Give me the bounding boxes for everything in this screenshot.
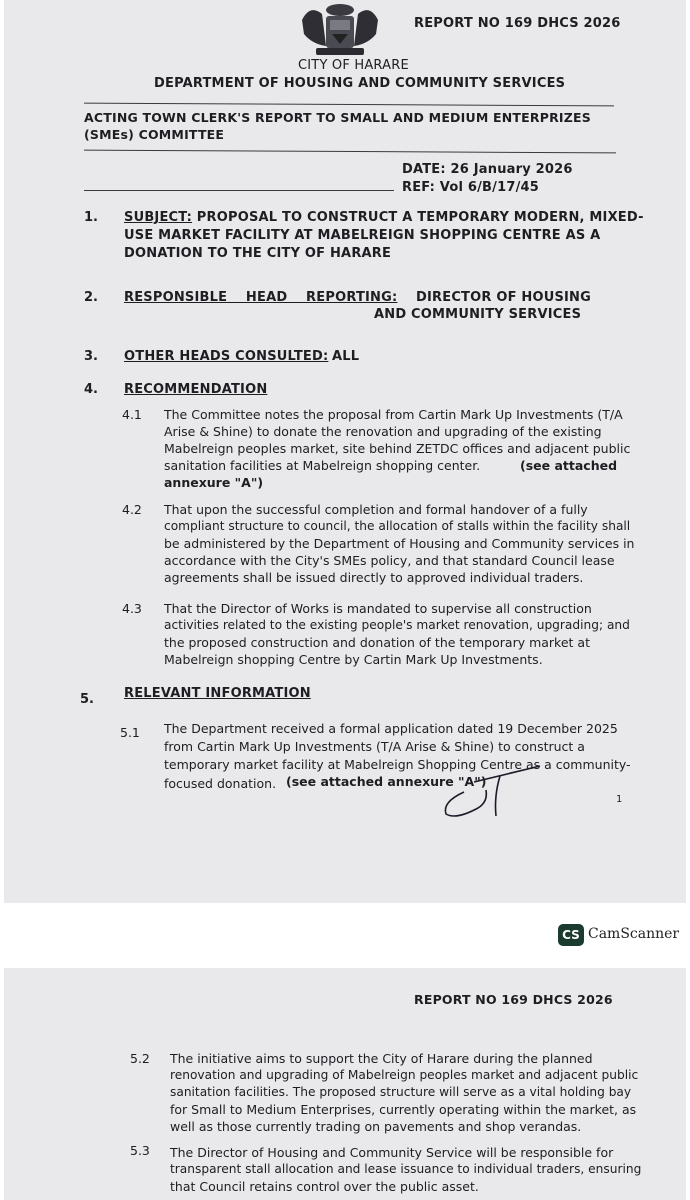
report-number: REPORT NO 169 DHCS 2026 xyxy=(414,992,613,1007)
paragraph-4-2-line: compliant structure to council, the allocation of stalls within the facility shall xyxy=(164,519,631,533)
handwritten-signature xyxy=(434,762,544,822)
scanned-page-1 xyxy=(4,0,686,903)
paragraph-4-2-line: agreements shall be issued directly to approved individual traders. xyxy=(164,570,584,585)
relevant-information-heading: RELEVANT INFORMATION xyxy=(124,686,311,701)
paragraph-5-1-line: focused donation. xyxy=(164,776,277,791)
other-heads-label: OTHER HEADS CONSULTED: xyxy=(124,349,329,364)
report-title-line-1: ACTING TOWN CLERK'S REPORT TO SMALL AND MEDIUM ENTERPRIZES xyxy=(84,110,591,125)
header-rule-top xyxy=(84,103,614,107)
subject-line-3: DONATION TO THE CITY OF HARARE xyxy=(124,246,392,261)
paragraph-5-1-annexure-ref: (see attached annexure "A") xyxy=(286,774,487,789)
paragraph-5-3-number: 5.3 xyxy=(130,1143,150,1158)
paragraph-4-3-number: 4.3 xyxy=(122,601,142,616)
city-name: CITY OF HARARE xyxy=(298,58,409,73)
section-1-subject xyxy=(124,210,644,225)
paragraph-4-1-annexure-ref: (see attached xyxy=(520,458,618,473)
section-3-number: 3. xyxy=(84,349,98,364)
paragraph-5-3-line: The Director of Housing and Community Service will be responsible for xyxy=(170,1145,614,1160)
paragraph-5-1-number: 5.1 xyxy=(120,725,140,740)
paragraph-4-1-line: Arise & Shine) to donate the renovation and upgrading of the existing xyxy=(164,424,602,439)
subject-label: SUBJECT: xyxy=(124,210,193,225)
responsible-head-line-2: AND COMMUNITY SERVICES xyxy=(374,307,582,322)
responsible-head-label: RESPONSIBLE HEAD REPORTING: xyxy=(124,290,398,305)
paragraph-4-2-line: That upon the successful completion and formal handover of a fully xyxy=(164,502,588,517)
coat-of-arms-emblem xyxy=(292,0,388,58)
paragraph-5-2-number: 5.2 xyxy=(130,1051,150,1066)
section-4-number: 4. xyxy=(84,382,98,397)
paragraph-5-1-line: The Department received a formal application dated 19 December 2025 xyxy=(164,721,618,736)
paragraph-4-3-line: the proposed construction and donation of the temporary market at xyxy=(164,635,590,650)
paragraph-5-3-line: transparent stall allocation and lease issuance to individual traders, ensuring xyxy=(170,1162,642,1176)
other-heads-value: ALL xyxy=(332,349,360,364)
header-rule-middle xyxy=(84,150,616,154)
report-date: DATE: 26 January 2026 xyxy=(402,162,573,177)
section-2-number: 2. xyxy=(84,290,98,305)
paragraph-4-3-line: Mabelreign shopping Centre by Cartin Mark Up Investments. xyxy=(164,652,543,667)
paragraph-5-2-line: well as those currently trading on pavements and shop verandas. xyxy=(170,1119,582,1134)
recommendation-heading: RECOMMENDATION xyxy=(124,382,268,397)
paragraph-4-1-line: sanitation facilities at Mabelreign shopping center. xyxy=(164,458,481,473)
subject-line-2: USE MARKET FACILITY AT MABELREIGN SHOPPING CENTRE AS A xyxy=(124,228,601,243)
paragraph-4-2-number: 4.2 xyxy=(122,502,142,517)
paragraph-4-1-number: 4.1 xyxy=(122,407,142,422)
paragraph-4-3-line: That the Director of Works is mandated to supervise all construction xyxy=(164,601,592,616)
page-number: 1 xyxy=(616,794,623,805)
paragraph-4-1-line: The Committee notes the proposal from Cartin Mark Up Investments (T/A xyxy=(164,407,623,422)
paragraph-5-2-line: for Small to Medium Enterprises, currently operating within the market, as xyxy=(170,1102,637,1117)
paragraph-4-3-line: activities related to the existing people's market renovation, upgrading; and xyxy=(164,618,630,632)
section-1-number: 1. xyxy=(84,210,98,225)
paragraph-5-1-line: from Cartin Mark Up Investments (T/A Arise & Shine) to construct a xyxy=(164,739,585,754)
responsible-head-line-1: DIRECTOR OF HOUSING xyxy=(416,290,592,305)
camscanner-logo-icon: CS xyxy=(558,924,584,946)
paragraph-5-2-line: The initiative aims to support the City of Harare during the planned xyxy=(170,1051,593,1066)
paragraph-4-2-line: accordance with the City's SMEs policy, and that standard Council lease xyxy=(164,553,615,568)
report-reference: REF: Vol 6/B/17/45 xyxy=(402,180,540,195)
paragraph-4-1-annexure-ref: annexure "A") xyxy=(164,475,264,490)
section-5-number: 5. xyxy=(80,692,94,707)
scanned-page-2 xyxy=(4,968,686,1200)
paragraph-5-2-line: renovation and upgrading of Mabelreign peoples market and adjacent public xyxy=(170,1068,639,1082)
header-rule-bottom xyxy=(84,190,394,191)
camscanner-footer-bar xyxy=(0,903,690,968)
paragraph-4-2-line: be administered by the Department of Housing and Community services in xyxy=(164,536,635,551)
camscanner-label: CamScanner xyxy=(588,926,680,942)
report-title-line-2: (SMEs) COMMITTEE xyxy=(84,127,225,142)
subject-line-1: PROPOSAL TO CONSTRUCT A TEMPORARY MODERN, MIXED- xyxy=(192,210,644,225)
paragraph-5-2-line: sanitation facilities. The proposed structure will serve as a vital holding bay xyxy=(170,1085,632,1099)
department-name: DEPARTMENT OF HOUSING AND COMMUNITY SERVICES xyxy=(154,76,566,91)
report-number: REPORT NO 169 DHCS 2026 xyxy=(414,16,621,31)
paragraph-4-1-line: Mabelreign peoples market, site behind ZETDC offices and adjacent public xyxy=(164,441,631,456)
paragraph-5-3-line: that Council retains control over the public asset. xyxy=(170,1179,479,1194)
paragraph-5-1-line: temporary market facility at Mabelreign Shopping Centre as a community- xyxy=(164,757,631,772)
